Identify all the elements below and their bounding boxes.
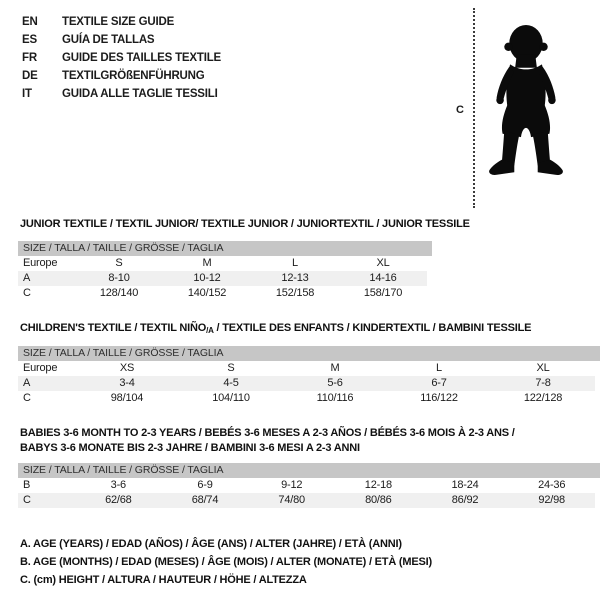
row-label: C [23,494,31,506]
age-cell: 9-12 [281,479,303,491]
language-row-en [22,13,221,31]
table-size-header: SIZE / TALLA / TAILLE / GRÖSSE / TAGLIA [18,241,432,256]
size-cell: L [436,362,442,374]
language-code: FR [22,52,37,64]
height-cell: 92/98 [538,494,565,506]
height-measure-dotted-line [473,8,475,208]
size-cell: S [115,257,123,269]
height-cell: 152/158 [275,287,315,299]
height-measure-label: C [456,104,464,116]
height-cell: 74/80 [278,494,305,506]
height-cell: 158/170 [363,287,403,299]
age-cell: 12-13 [281,272,309,284]
height-cell: 80/86 [365,494,392,506]
row-label: Europe [23,362,58,374]
footnote-c: C. (cm) HEIGHT / ALTURA / HAUTEUR / HÖHE / ALTEZZA [20,574,307,586]
language-row-fr [22,49,221,67]
table-row-europe [18,256,427,271]
size-cell: XS [119,362,135,374]
table-row-height [18,391,595,406]
size-cell: M [202,257,212,269]
children-heading-post: / TEXTILE DES ENFANTS / KINDERTEXTIL / BAMBINI TESSILE [213,322,532,334]
age-cell: 3-4 [119,377,135,389]
age-cell: 7-8 [535,377,551,389]
row-label: C [23,287,31,299]
height-cell: 98/104 [110,392,144,404]
footnote-b: B. AGE (MONTHS) / EDAD (MESES) / ÂGE (MOIS) / ALTER (MONATE) / ETÀ (MESI) [20,556,432,568]
age-cell: 10-12 [193,272,221,284]
height-cell: 68/74 [191,494,219,506]
language-title: GUÍA DE TALLAS [62,34,155,46]
language-title: TEXTILE SIZE GUIDE [62,16,175,28]
babies-heading-line1: BABIES 3-6 MONTH TO 2-3 YEARS / BEBÉS 3-6 MESES A 2-3 AÑOS / BÉBÉS 3-6 MOIS À 2-3 ANS / [20,427,515,439]
age-cell: 18-24 [451,479,479,491]
junior-section-heading: JUNIOR TEXTILE / TEXTIL JUNIOR/ TEXTILE JUNIOR / JUNIORTEXTIL / JUNIOR TESSILE [20,218,470,230]
language-title: GUIDA ALLE TAGLIE TESSILI [62,88,218,100]
height-cell: 110/116 [316,392,354,404]
age-cell: 5-6 [327,377,343,389]
baby-silhouette [480,8,572,211]
babies-size-table [18,463,595,508]
height-cell: 86/92 [451,494,479,506]
baby-silhouette-icon [480,8,572,206]
language-code: IT [22,88,32,100]
language-row-es [22,31,221,49]
size-cell: XL [376,257,390,269]
table-row-height [18,286,427,301]
language-row-de [22,67,221,85]
age-cell: 12-18 [364,479,392,491]
table-size-header: SIZE / TALLA / TAILLE / GRÖSSE / TAGLIA [18,463,600,478]
height-cell: 128/140 [99,287,139,299]
footnotes [20,535,432,589]
children-section-heading [20,321,531,338]
table-row-age [18,271,427,286]
language-title: TEXTILGRÖßENFÜHRUNG [62,70,205,82]
language-code: ES [22,34,37,46]
size-cell: L [292,257,298,269]
height-cell: 122/128 [523,392,563,404]
row-label: C [23,392,31,404]
row-label: A [23,377,31,389]
table-row-height [18,493,595,508]
children-heading-pre: CHILDREN'S TEXTILE / TEXTIL NIÑO [20,322,207,334]
size-cell: S [227,362,235,374]
size-cell: XL [536,362,550,374]
language-list [22,13,221,103]
table-row-age [18,376,595,391]
age-cell: 6-7 [431,377,447,389]
junior-size-table [18,241,427,301]
height-cell: 140/152 [187,287,227,299]
children-size-table [18,346,595,406]
children-heading-subscript: /A [206,326,214,335]
row-label: A [23,272,31,284]
age-cell: 3-6 [110,479,126,491]
height-cell: 104/110 [212,392,250,404]
language-code: EN [22,16,38,28]
table-row-europe [18,361,595,376]
height-cell: 116/122 [420,392,458,404]
footnote-a: A. AGE (YEARS) / EDAD (AÑOS) / ÂGE (ANS) / ALTER (JAHRE) / ETÀ (ANNI) [20,538,402,550]
language-code: DE [22,70,38,82]
age-cell: 8-10 [108,272,130,284]
age-cell: 6-9 [197,479,213,491]
age-cell: 14-16 [369,272,397,284]
size-cell: M [330,362,340,374]
table-size-header: SIZE / TALLA / TAILLE / GRÖSSE / TAGLIA [18,346,600,361]
row-label: Europe [23,257,58,269]
babies-heading-line2: BABYS 3-6 MONATE BIS 2-3 JAHRE / BAMBINI 3-6 MESI A 2-3 ANNI [20,442,360,454]
height-cell: 62/68 [105,494,132,506]
language-title: GUIDE DES TAILLES TEXTILE [62,52,221,64]
age-cell: 24-36 [538,479,566,491]
table-row-age-months [18,478,595,493]
row-label: B [23,479,31,491]
language-row-it [22,85,221,103]
age-cell: 4-5 [223,377,239,389]
babies-section-heading [20,426,515,456]
